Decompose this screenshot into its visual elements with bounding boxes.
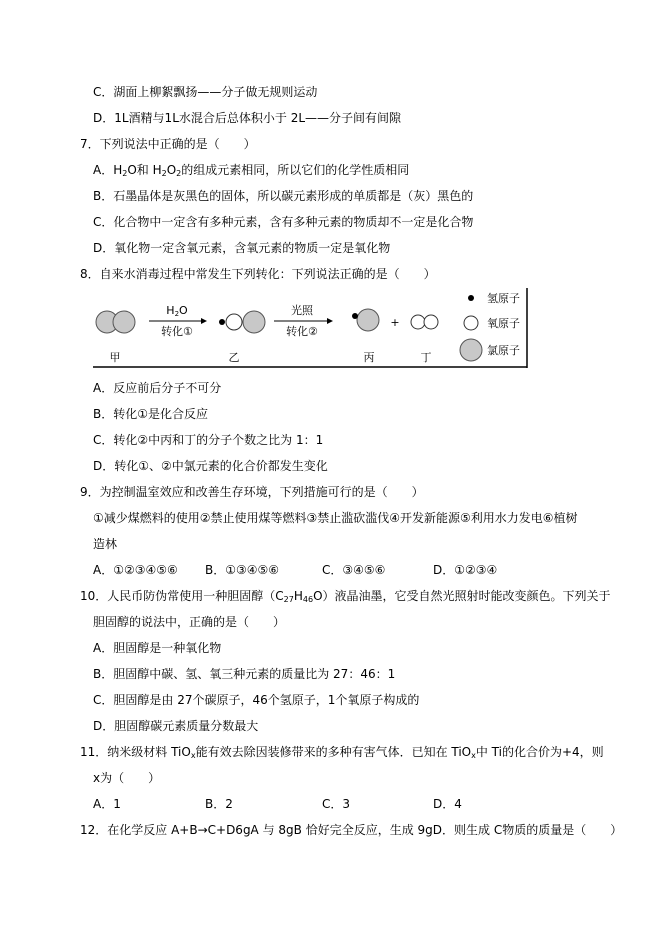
q10-stem-line-1: 10．人民币防伪常使用一种胆固醇$(C_{27}H_{46}O)$液晶油墨，它受自然光照射时能改变颜色。下列关于	[80, 589, 611, 604]
bing-h-atom	[352, 313, 358, 319]
jia-cl-atom-2	[113, 311, 135, 333]
q10-option-c: C．胆固醇是由 27个碳原子，46个氢原子，1个氧原子构成的	[93, 693, 420, 707]
label-bing: 丙	[363, 351, 375, 364]
legend-oxygen: 氧原子	[487, 317, 520, 330]
arrow-1-bottom-label: 转化①	[161, 325, 193, 338]
arrow-2-top-label: 光照	[291, 304, 313, 317]
q6-option-c: C．湖面上柳絮飘扬——分子做无规则运动	[93, 85, 318, 99]
q8-option-a: A．反应前后分子不可分	[93, 381, 222, 395]
q7-option-c: C．化合物中一定含有多种元素，含有多种元素的物质却不一定是化合物	[93, 215, 474, 229]
q7-option-a: A．$H_2O$和 $H_2O_2$的组成元素相同，所以它们的化学性质相同	[93, 163, 410, 178]
q7-stem: 7．下列说法中正确的是（ ）	[80, 137, 256, 151]
q9-option-a: A．①②③④⑤⑥	[93, 563, 178, 577]
arrow-2-bottom-label: 转化②	[286, 325, 318, 338]
label-jia: 甲	[109, 351, 121, 364]
legend-chlorine: 氯原子	[487, 344, 520, 357]
ding-o-atom-2	[424, 315, 438, 329]
q10-stem-line-2: 胆固醇的说法中，正确的是（ ）	[93, 615, 286, 629]
q11-option-c: C．3	[322, 797, 351, 811]
q9-statements-line-2: 造林	[93, 537, 118, 551]
label-yi: 乙	[228, 351, 240, 364]
q8-option-d: D．转化①、②中氯元素的化合价都发生变化	[93, 459, 328, 473]
q6-option-d: D．1L酒精与1L水混合后总体积小于 2L——分子间有间隙	[93, 111, 402, 125]
q11-option-d: D．4	[433, 797, 462, 811]
q11-option-b: B．2	[205, 797, 233, 811]
legend-oxygen-icon	[464, 316, 478, 330]
yi-o-atom	[226, 314, 242, 330]
q9-option-c: C．③④⑤⑥	[322, 563, 386, 577]
q11-stem-line-1: 11．纳米级材料 TiO$_x$能有效去除因装修带来的多种有害气体．已知在 TiO$_x$中 Ti的化合价为+4，则	[80, 745, 604, 760]
q8-stem: 8．自来水消毒过程中常发生下列转化：下列说法正确的是（ ）	[80, 267, 436, 281]
legend-chlorine-icon	[460, 339, 482, 361]
q11-stem-line-2: x为（ ）	[93, 771, 161, 785]
q12-stem: 12．在化学反应 A+B→C+D6gA 与 8gB 恰好完全反应，生成 9gD．则生成 C物质的质量是（ ）	[80, 823, 623, 837]
arrow-2-group	[274, 303, 333, 338]
arrow-1-top-label: H2O	[166, 304, 188, 318]
q10-option-a: A．胆固醇是一种氧化物	[93, 641, 222, 655]
ding-o-atom-1	[411, 315, 425, 329]
legend-hydrogen-icon	[468, 295, 474, 301]
q7-option-d: D．氧化物一定含氧元素，含氧元素的物质一定是氧化物	[93, 241, 391, 255]
yi-cl-atom	[243, 311, 265, 333]
label-ding: 丁	[420, 351, 432, 364]
reaction-diagram	[93, 288, 528, 368]
q10-option-d: D．胆固醇碳元素质量分数最大	[93, 719, 259, 733]
q9-statements-line-1: ①减少煤燃料的使用②禁止使用煤等燃料③禁止滥砍滥伐④开发新能源⑤利用水力发电⑥植树	[93, 511, 578, 525]
q9-option-b: B．①③④⑤⑥	[205, 563, 280, 577]
arrow-1-group	[149, 304, 207, 338]
legend-hydrogen: 氢原子	[487, 292, 520, 305]
legend	[460, 291, 520, 361]
q10-option-b: B．胆固醇中碳、氢、氧三种元素的质量比为 27：46：1	[93, 667, 396, 681]
bing-cl-atom	[357, 309, 379, 331]
q11-option-a: A．1	[93, 797, 121, 811]
q9-option-d: D．①②③④	[433, 563, 498, 577]
q8-option-b: B．转化①是化合反应	[93, 407, 208, 421]
q8-option-c: C．转化②中丙和丁的分子个数之比为 1：1	[93, 433, 324, 447]
plus-sign: +	[390, 316, 400, 329]
q7-option-b: B．石墨晶体是灰黑色的固体，所以碳元素形成的单质都是（灰）黑色的	[93, 189, 474, 203]
q9-stem: 9．为控制温室效应和改善生存环境，下列措施可行的是（ ）	[80, 485, 424, 499]
yi-h-atom	[219, 319, 225, 325]
